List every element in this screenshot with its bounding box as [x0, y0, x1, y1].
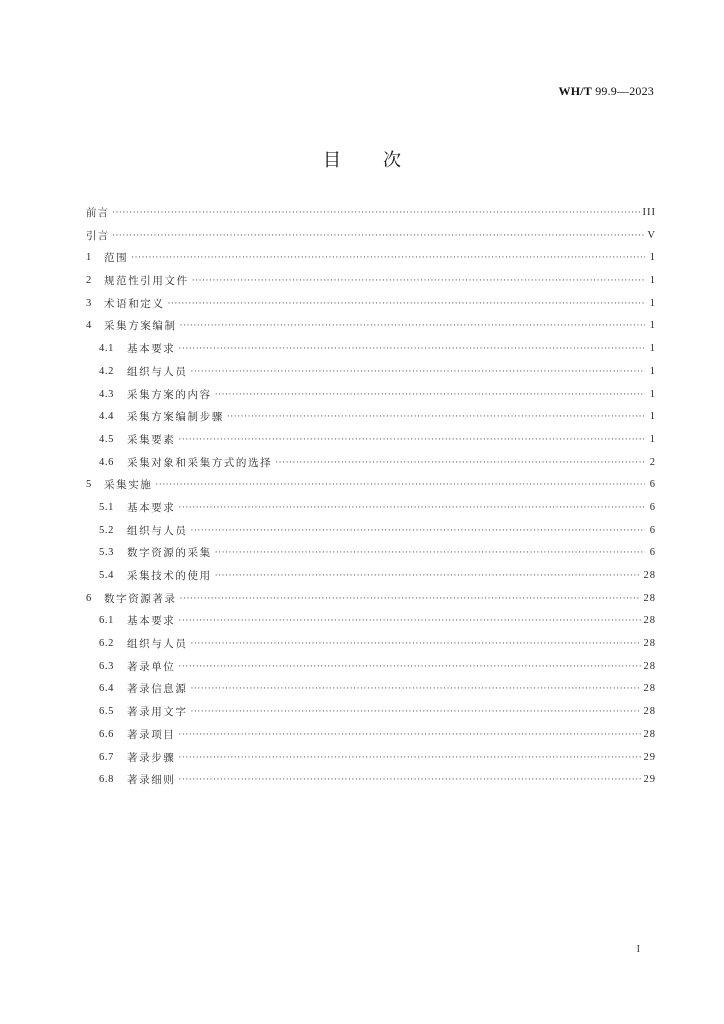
toc-entry-page: 1 [649, 320, 656, 332]
toc-title [0, 146, 724, 172]
toc-entry-number: 4.6 [99, 456, 114, 468]
toc-entry[interactable] [86, 384, 656, 407]
toc-entry-label: 数字资源著录 [104, 592, 177, 605]
toc-entry[interactable] [86, 247, 656, 270]
toc-entry-page: 1 [649, 388, 656, 400]
toc-entry[interactable] [86, 225, 656, 248]
toc-entry-number: 4.2 [99, 365, 114, 377]
toc-entry-number: 6.8 [99, 774, 114, 786]
toc-entry[interactable] [86, 474, 656, 497]
toc-entry-page: 28 [643, 570, 656, 581]
toc-entry-label: 著录项目 [127, 728, 176, 741]
toc-entry[interactable] [86, 724, 656, 747]
toc-leader-dots [178, 747, 640, 770]
toc-leader-dots [215, 384, 645, 407]
toc-entry-label: 采集方案编制步骤 [127, 411, 224, 424]
toc-leader-dots [155, 474, 645, 497]
toc-entry[interactable] [86, 406, 656, 429]
toc-entry[interactable] [86, 270, 656, 293]
toc-entry-number: 6.2 [99, 638, 114, 650]
toc-leader-dots [191, 678, 641, 701]
toc-leader-dots [178, 724, 640, 747]
toc-entry-label: 规范性引用文件 [104, 275, 189, 288]
toc-leader-dots [112, 202, 640, 225]
toc-entry[interactable] [86, 202, 656, 225]
toc-entry[interactable] [86, 565, 656, 588]
toc-entry-label: 数字资源的采集 [127, 547, 212, 560]
toc-entry-label: 采集方案编制 [104, 320, 177, 333]
toc-entry-number: 6.1 [99, 615, 114, 627]
toc-entry-label: 采集方案的内容 [127, 388, 212, 401]
standard-code [559, 84, 654, 99]
toc-leader-dots [191, 633, 641, 656]
toc-entry[interactable] [86, 293, 656, 316]
toc-leader-dots [180, 315, 645, 338]
toc-entry-label: 基本要求 [127, 343, 176, 356]
toc-leader-dots [178, 769, 640, 792]
standard-code-number: 99.9—2023 [592, 84, 654, 98]
toc-entry-number: 5.2 [99, 524, 114, 536]
page-number: I [636, 944, 640, 955]
toc-entry-number: 6.6 [99, 728, 114, 740]
toc-entry-label: 范围 [104, 252, 129, 265]
toc-leader-dots [191, 361, 646, 384]
table-of-contents [86, 202, 656, 792]
toc-entry-page: 1 [649, 433, 656, 445]
toc-entry-page: 28 [643, 660, 656, 672]
toc-entry-label: 引言 [86, 229, 109, 242]
toc-entry-page: 2 [649, 456, 656, 468]
toc-entry-page: 6 [649, 524, 656, 536]
toc-entry-number: 2 [86, 275, 92, 287]
toc-entry-label: 著录用文字 [127, 706, 188, 719]
toc-entry[interactable] [86, 338, 656, 361]
toc-leader-dots [178, 338, 645, 361]
toc-title-part2: 次 [383, 150, 401, 171]
toc-entry-page: 28 [643, 615, 656, 627]
toc-entry-number: 5.4 [99, 570, 114, 581]
toc-leader-dots [215, 542, 645, 565]
toc-entry[interactable] [86, 542, 656, 565]
toc-entry-page: 1 [649, 365, 656, 377]
toc-entry-label: 采集实施 [104, 479, 153, 492]
toc-entry[interactable] [86, 497, 656, 520]
toc-entry[interactable] [86, 747, 656, 770]
toc-leader-dots [178, 497, 645, 520]
toc-entry-page: 6 [649, 547, 656, 559]
toc-leader-dots [192, 270, 645, 293]
toc-entry-page: III [642, 207, 656, 218]
toc-entry-number: 5.3 [99, 547, 114, 559]
toc-entry-number: 6.5 [99, 706, 114, 718]
toc-entry-label: 著录步骤 [127, 751, 176, 764]
toc-entry-page: 29 [643, 774, 656, 786]
toc-entry-label: 采集技术的使用 [127, 570, 212, 582]
toc-entry-number: 6 [86, 592, 92, 604]
toc-leader-dots [191, 520, 646, 543]
toc-entry-page: 28 [643, 592, 656, 604]
toc-entry[interactable] [86, 633, 656, 656]
toc-entry-label: 著录信息源 [127, 683, 188, 696]
toc-entry-page: 1 [649, 252, 656, 264]
toc-entry-label: 著录单位 [127, 660, 176, 673]
toc-entry-number: 1 [86, 252, 92, 264]
toc-leader-dots [191, 701, 641, 724]
toc-entry-label: 基本要求 [127, 615, 176, 628]
toc-leader-dots [168, 293, 646, 316]
toc-entry-number: 6.4 [99, 683, 114, 695]
toc-entry-number: 5 [86, 479, 92, 491]
toc-entry[interactable] [86, 656, 656, 679]
toc-entry-page: 28 [643, 683, 656, 695]
toc-entry-page: 1 [649, 343, 656, 355]
standard-code-prefix: WH/T [558, 84, 592, 98]
toc-leader-dots [178, 429, 645, 452]
toc-entry[interactable] [86, 678, 656, 701]
toc-entry-label: 著录细则 [127, 774, 176, 787]
toc-entry[interactable] [86, 769, 656, 792]
toc-entry[interactable] [86, 361, 656, 384]
toc-entry[interactable] [86, 429, 656, 452]
toc-leader-dots [215, 565, 641, 588]
toc-entry-page: 29 [643, 751, 656, 763]
toc-leader-dots [112, 225, 644, 248]
toc-entry-page: 28 [643, 706, 656, 718]
toc-leader-dots [131, 247, 645, 270]
toc-entry-number: 4.3 [99, 388, 114, 400]
toc-entry[interactable] [86, 452, 656, 475]
toc-leader-dots [275, 452, 645, 475]
toc-title-part1: 目 [323, 150, 341, 171]
toc-entry-label: 组织与人员 [127, 365, 188, 378]
toc-entry-label: 术语和定义 [104, 297, 165, 310]
toc-leader-dots [178, 656, 640, 679]
toc-entry-number: 6.7 [99, 751, 114, 763]
toc-entry-number: 4.1 [99, 343, 114, 355]
toc-entry-number: 4.5 [99, 433, 114, 445]
toc-entry-page: V [647, 229, 656, 241]
toc-entry-number: 4.4 [99, 411, 114, 423]
toc-leader-dots [227, 406, 645, 429]
toc-entry-number: 3 [86, 297, 92, 309]
toc-entry-label: 前言 [86, 207, 109, 219]
toc-entry-label: 组织与人员 [127, 524, 188, 537]
toc-entry-label: 采集对象和采集方式的选择 [127, 456, 273, 469]
toc-entry-label: 采集要素 [127, 433, 176, 446]
toc-leader-dots [180, 588, 641, 611]
toc-entry[interactable] [86, 520, 656, 543]
toc-entry-page: 28 [643, 728, 656, 740]
toc-entry[interactable] [86, 588, 656, 611]
toc-entry-number: 6.3 [99, 660, 114, 672]
toc-entry-page: 1 [649, 411, 656, 423]
toc-entry-page: 1 [649, 297, 656, 309]
toc-entry[interactable] [86, 315, 656, 338]
toc-entry-page: 1 [649, 275, 656, 287]
toc-entry-page: 6 [649, 479, 656, 491]
toc-entry-label: 组织与人员 [127, 638, 188, 651]
toc-leader-dots [178, 610, 640, 633]
toc-entry[interactable] [86, 701, 656, 724]
toc-entry-page: 6 [649, 501, 656, 513]
toc-entry[interactable] [86, 610, 656, 633]
toc-entry-number: 4 [86, 320, 92, 332]
toc-entry-label: 基本要求 [127, 501, 176, 514]
toc-entry-page: 28 [643, 638, 656, 650]
toc-entry-number: 5.1 [99, 501, 114, 513]
